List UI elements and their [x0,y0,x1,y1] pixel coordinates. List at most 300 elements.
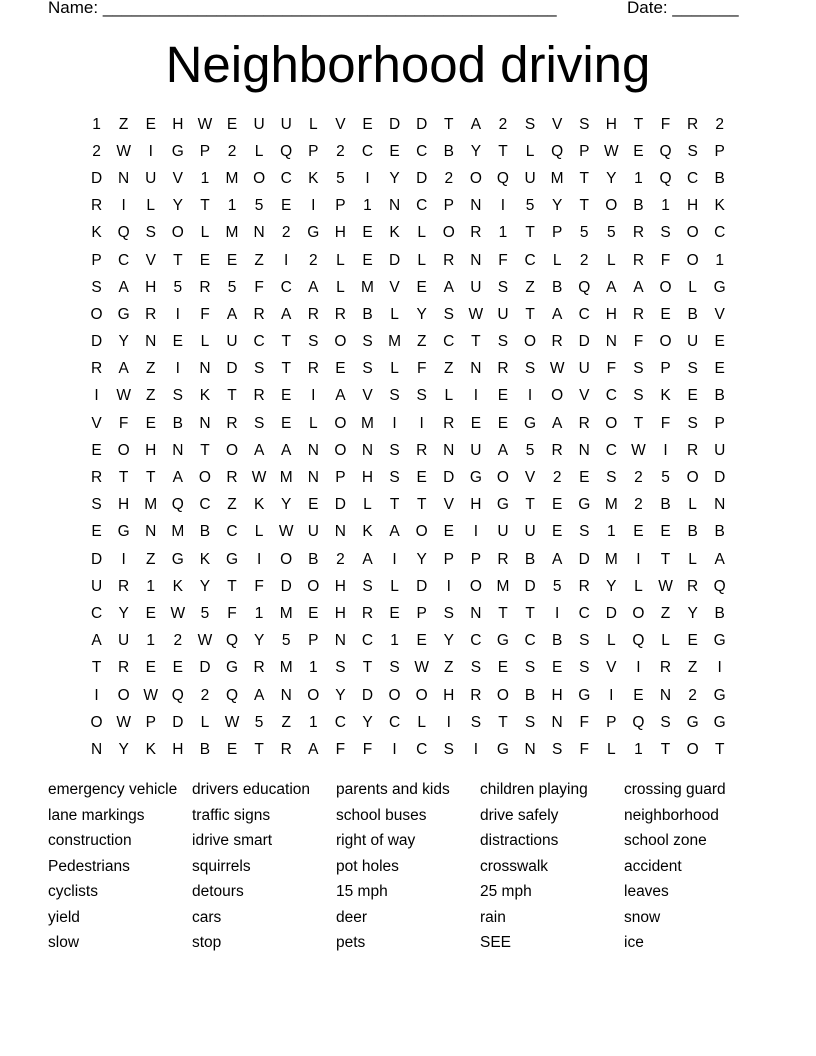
grid-cell[interactable]: 1 [634,740,643,758]
grid-cell[interactable]: A [253,686,265,704]
grid-cell[interactable]: B [687,523,698,541]
grid-cell[interactable]: M [361,414,374,432]
grid-cell[interactable]: R [253,659,265,677]
grid-cell[interactable]: 5 [525,441,535,459]
grid-cell[interactable]: R [470,686,482,704]
grid-cell[interactable]: S [470,713,482,731]
grid-cell[interactable]: S [497,333,509,351]
grid-cell[interactable]: P [470,550,482,568]
grid-cell[interactable]: Z [525,278,535,296]
grid-cell[interactable]: T [146,469,156,487]
grid-cell[interactable]: L [607,632,616,650]
grid-cell[interactable]: T [660,740,671,758]
grid-cell[interactable]: 1 [607,523,616,541]
grid-cell[interactable]: G [578,496,591,514]
grid-cell[interactable]: C [253,333,265,351]
grid-cell[interactable]: I [121,550,126,568]
grid-cell[interactable]: O [253,169,266,187]
grid-cell[interactable]: E [633,686,644,704]
grid-cell[interactable]: I [392,550,397,568]
grid-cell[interactable]: E [199,251,211,269]
grid-cell[interactable]: B [172,414,183,432]
grid-cell[interactable]: 5 [579,224,589,242]
grid-cell[interactable]: U [497,305,509,323]
grid-cell[interactable]: C [280,169,292,187]
grid-cell[interactable]: U [118,632,130,650]
grid-cell[interactable]: G [469,469,482,487]
grid-cell[interactable]: I [392,740,397,758]
grid-cell[interactable]: E [226,740,238,758]
grid-cell[interactable]: R [687,441,699,459]
grid-cell[interactable]: O [225,441,239,459]
grid-cell[interactable]: C [578,305,590,323]
grid-cell[interactable]: S [579,523,590,541]
grid-cell[interactable]: O [388,686,401,704]
grid-cell[interactable]: O [334,441,347,459]
grid-cell[interactable]: N [145,523,157,541]
grid-cell[interactable]: B [660,496,671,514]
grid-cell[interactable]: D [172,713,184,731]
grid-cell[interactable]: W [414,659,429,677]
grid-cell[interactable]: N [199,414,211,432]
grid-cell[interactable]: L [444,387,454,405]
grid-cell[interactable]: 2 [634,496,643,514]
grid-cell[interactable]: E [687,387,698,405]
grid-cell[interactable]: E [660,523,671,541]
grid-cell[interactable]: S [687,142,698,160]
grid-cell[interactable]: R [334,305,346,323]
grid-cell[interactable]: S [91,278,102,296]
grid-cell[interactable]: Y [389,169,400,187]
grid-cell[interactable]: K [308,169,319,187]
grid-cell[interactable]: S [443,740,454,758]
grid-cell[interactable]: N [334,632,346,650]
grid-cell[interactable]: W [251,469,267,487]
grid-cell[interactable]: I [473,740,479,758]
grid-cell[interactable]: C [687,169,699,187]
grid-cell[interactable]: B [362,305,373,323]
grid-cell[interactable]: L [390,360,399,378]
grid-cell[interactable]: E [687,632,698,650]
grid-cell[interactable]: U [578,360,590,378]
grid-cell[interactable]: K [91,224,102,242]
grid-cell[interactable]: L [336,251,345,269]
grid-cell[interactable]: V [606,659,617,677]
grid-cell[interactable]: D [90,333,103,351]
grid-cell[interactable]: F [633,333,644,351]
grid-cell[interactable]: U [714,441,726,459]
grid-cell[interactable]: Q [713,577,726,595]
grid-cell[interactable]: R [307,360,319,378]
grid-cell[interactable]: B [199,523,211,541]
grid-cell[interactable]: O [659,278,672,296]
grid-cell[interactable]: R [632,305,645,323]
grid-cell[interactable]: G [496,632,509,650]
grid-cell[interactable]: S [524,713,536,731]
grid-cell[interactable]: S [524,115,536,133]
grid-cell[interactable]: A [470,115,482,133]
grid-cell[interactable]: C [361,142,374,160]
grid-cell[interactable]: I [365,169,370,187]
grid-cell[interactable]: E [551,523,563,541]
grid-cell[interactable]: Y [253,632,265,650]
grid-cell[interactable]: M [604,550,618,568]
grid-cell[interactable]: N [551,713,563,731]
grid-cell[interactable]: A [551,305,563,323]
grid-cell[interactable]: G [171,142,184,160]
grid-cell[interactable]: G [713,632,726,650]
grid-cell[interactable]: 5 [661,469,670,487]
grid-cell[interactable]: A [226,305,238,323]
grid-cell[interactable]: S [91,496,102,514]
grid-cell[interactable]: L [336,278,345,296]
grid-cell[interactable]: Y [551,197,563,215]
grid-cell[interactable]: T [525,305,535,323]
grid-cell[interactable]: 5 [336,169,345,187]
grid-cell[interactable]: P [579,142,590,160]
grid-cell[interactable]: E [362,115,373,133]
grid-cell[interactable]: I [636,659,641,677]
grid-cell[interactable]: N [361,441,374,459]
grid-cell[interactable]: V [389,278,400,296]
grid-cell[interactable]: U [524,523,536,541]
grid-cell[interactable]: E [714,360,725,378]
grid-cell[interactable]: T [525,604,535,622]
grid-cell[interactable]: N [714,496,726,514]
grid-cell[interactable]: V [714,305,725,323]
grid-cell[interactable]: E [633,142,644,160]
grid-cell[interactable]: B [199,740,211,758]
grid-cell[interactable]: R [199,278,211,296]
grid-cell[interactable]: T [525,496,535,514]
grid-cell[interactable]: M [496,577,510,595]
grid-cell[interactable]: E [145,414,156,432]
grid-cell[interactable]: T [416,496,427,514]
grid-cell[interactable]: F [200,305,210,323]
grid-cell[interactable]: W [197,632,213,650]
grid-cell[interactable]: B [551,278,563,296]
grid-cell[interactable]: S [470,659,482,677]
grid-cell[interactable]: 1 [146,632,156,650]
grid-cell[interactable]: K [714,197,725,215]
grid-cell[interactable]: C [605,387,617,405]
grid-cell[interactable]: S [362,360,373,378]
grid-cell[interactable]: K [389,224,400,242]
grid-cell[interactable]: F [660,115,671,133]
grid-cell[interactable]: H [443,686,455,704]
grid-cell[interactable]: I [94,387,99,405]
grid-cell[interactable]: C [334,713,346,731]
grid-cell[interactable]: 2 [308,251,318,269]
grid-cell[interactable]: N [90,740,103,758]
grid-cell[interactable]: Q [171,686,184,704]
grid-cell[interactable]: 5 [173,278,183,296]
grid-cell[interactable]: I [311,197,316,215]
grid-cell[interactable]: M [604,496,618,514]
grid-cell[interactable]: Q [659,169,672,187]
grid-cell[interactable]: N [443,441,455,459]
grid-cell[interactable]: N [280,686,292,704]
grid-cell[interactable]: G [225,550,239,568]
grid-cell[interactable]: Z [444,360,454,378]
grid-cell[interactable]: Y [118,333,129,351]
grid-cell[interactable]: R [90,360,103,378]
grid-cell[interactable]: E [145,659,156,677]
grid-cell[interactable]: S [660,224,671,242]
grid-cell[interactable]: R [307,305,319,323]
grid-cell[interactable]: S [497,278,509,296]
grid-cell[interactable]: E [497,414,509,432]
grid-cell[interactable]: E [579,469,590,487]
grid-cell[interactable]: F [227,604,237,622]
grid-cell[interactable]: L [417,251,426,269]
grid-cell[interactable]: B [714,387,725,405]
grid-cell[interactable]: A [389,523,400,541]
grid-cell[interactable]: H [687,197,699,215]
grid-cell[interactable]: A [551,550,563,568]
grid-cell[interactable]: E [497,387,509,405]
grid-cell[interactable]: Y [118,604,129,622]
grid-cell[interactable]: M [279,604,293,622]
grid-cell[interactable]: I [636,550,641,568]
grid-cell[interactable]: T [281,333,291,351]
grid-cell[interactable]: Z [227,496,237,514]
grid-cell[interactable]: V [91,414,102,432]
grid-cell[interactable]: I [473,523,479,541]
grid-cell[interactable]: 1 [200,169,210,187]
grid-cell[interactable]: Z [444,659,454,677]
grid-cell[interactable]: Q [632,713,645,731]
grid-cell[interactable]: N [659,686,672,704]
grid-cell[interactable]: O [686,740,699,758]
grid-cell[interactable]: 5 [200,604,210,622]
grid-cell[interactable]: R [659,659,672,677]
grid-cell[interactable]: U [307,523,319,541]
grid-cell[interactable]: B [551,632,563,650]
grid-cell[interactable]: E [389,604,400,622]
grid-cell[interactable]: Y [687,604,698,622]
grid-cell[interactable]: O [90,305,103,323]
grid-cell[interactable]: 2 [227,142,237,160]
grid-cell[interactable]: O [334,333,347,351]
grid-cell[interactable]: P [416,604,427,622]
grid-cell[interactable]: E [308,496,319,514]
grid-cell[interactable]: V [145,251,156,269]
grid-cell[interactable]: U [470,441,482,459]
grid-cell[interactable]: F [118,414,129,432]
grid-cell[interactable]: U [145,169,157,187]
grid-cell[interactable]: A [118,278,129,296]
grid-cell[interactable]: P [443,550,454,568]
grid-cell[interactable]: 2 [336,142,345,160]
grid-cell[interactable]: C [118,251,130,269]
grid-cell[interactable]: G [686,713,699,731]
grid-cell[interactable]: T [444,115,454,133]
grid-cell[interactable]: E [91,523,102,541]
grid-cell[interactable]: U [497,523,509,541]
grid-cell[interactable]: V [579,387,590,405]
grid-cell[interactable]: 1 [661,197,670,215]
grid-cell[interactable]: O [551,387,564,405]
grid-cell[interactable]: S [416,387,427,405]
grid-cell[interactable]: W [278,523,294,541]
grid-cell[interactable]: R [687,115,699,133]
grid-cell[interactable]: Y [416,305,427,323]
grid-cell[interactable]: O [659,333,672,351]
grid-cell[interactable]: L [607,740,616,758]
grid-cell[interactable]: O [496,469,509,487]
grid-cell[interactable]: Q [578,278,591,296]
grid-cell[interactable]: L [308,414,318,432]
grid-cell[interactable]: R [551,333,563,351]
grid-cell[interactable]: Q [659,142,672,160]
grid-cell[interactable]: 2 [634,469,643,487]
grid-cell[interactable]: C [361,632,374,650]
grid-cell[interactable]: B [714,604,725,622]
grid-cell[interactable]: L [200,333,210,351]
grid-cell[interactable]: W [116,387,131,405]
grid-cell[interactable]: L [390,577,399,595]
grid-cell[interactable]: O [171,224,184,242]
grid-cell[interactable]: O [686,251,699,269]
grid-cell[interactable]: Y [335,686,346,704]
grid-cell[interactable]: T [227,387,237,405]
grid-cell[interactable]: R [90,469,103,487]
grid-cell[interactable]: M [144,496,158,514]
grid-cell[interactable]: B [308,550,319,568]
grid-cell[interactable]: L [634,577,643,595]
grid-cell[interactable]: S [633,387,644,405]
grid-cell[interactable]: O [117,441,130,459]
grid-cell[interactable]: R [443,414,455,432]
grid-cell[interactable]: T [633,414,644,432]
grid-cell[interactable]: H [361,469,374,487]
grid-cell[interactable]: E [389,142,400,160]
grid-cell[interactable]: 2 [200,686,210,704]
grid-cell[interactable]: P [199,142,211,160]
grid-cell[interactable]: W [116,713,131,731]
grid-cell[interactable]: H [334,577,346,595]
grid-cell[interactable]: S [579,659,590,677]
grid-cell[interactable]: M [171,523,185,541]
grid-cell[interactable]: D [578,550,590,568]
grid-cell[interactable]: E [91,441,102,459]
grid-cell[interactable]: B [443,142,454,160]
grid-cell[interactable]: L [552,251,562,269]
grid-cell[interactable]: 2 [336,550,345,568]
grid-cell[interactable]: 2 [715,115,725,133]
grid-cell[interactable]: S [362,333,373,351]
grid-cell[interactable]: C [524,251,536,269]
grid-cell[interactable]: O [415,686,428,704]
grid-cell[interactable]: A [172,469,183,487]
grid-cell[interactable]: A [714,550,725,568]
grid-cell[interactable]: R [578,577,590,595]
grid-cell[interactable]: G [307,224,320,242]
grid-cell[interactable]: R [416,441,428,459]
grid-cell[interactable]: T [498,604,508,622]
grid-cell[interactable]: W [197,115,213,133]
grid-cell[interactable]: D [388,251,401,269]
grid-cell[interactable]: U [280,115,292,133]
grid-cell[interactable]: U [470,278,482,296]
grid-cell[interactable]: E [281,197,292,215]
grid-cell[interactable]: T [227,577,237,595]
grid-cell[interactable]: C [470,632,482,650]
grid-cell[interactable]: A [281,441,292,459]
grid-cell[interactable]: K [172,577,183,595]
grid-cell[interactable]: R [687,577,699,595]
grid-cell[interactable]: S [389,469,400,487]
grid-cell[interactable]: A [253,441,265,459]
grid-cell[interactable]: I [284,251,289,269]
grid-cell[interactable]: F [660,251,671,269]
grid-cell[interactable]: S [443,305,454,323]
grid-cell[interactable]: H [334,604,346,622]
grid-cell[interactable]: S [606,469,617,487]
grid-cell[interactable]: L [417,224,426,242]
grid-cell[interactable]: C [199,496,211,514]
grid-cell[interactable]: 5 [254,197,264,215]
grid-cell[interactable]: A [551,414,563,432]
grid-cell[interactable]: P [551,224,563,242]
grid-cell[interactable]: W [170,604,186,622]
grid-cell[interactable]: I [609,686,614,704]
grid-cell[interactable]: D [443,469,455,487]
grid-cell[interactable]: B [524,686,536,704]
grid-cell[interactable]: I [663,441,668,459]
grid-cell[interactable]: D [416,169,428,187]
grid-cell[interactable]: L [200,713,210,731]
grid-cell[interactable]: G [117,305,130,323]
grid-cell[interactable]: Y [362,713,373,731]
grid-cell[interactable]: Z [118,115,129,133]
grid-cell[interactable]: I [446,577,451,595]
grid-cell[interactable]: Q [632,632,645,650]
grid-cell[interactable]: N [470,197,482,215]
grid-cell[interactable]: 1 [146,577,156,595]
date-field[interactable] [627,0,739,20]
grid-cell[interactable]: N [118,169,130,187]
grid-cell[interactable]: G [713,278,726,296]
grid-cell[interactable]: T [173,251,183,269]
grid-cell[interactable]: L [146,197,156,215]
grid-cell[interactable]: Y [118,740,129,758]
grid-cell[interactable]: S [362,577,373,595]
grid-cell[interactable]: D [280,577,292,595]
grid-cell[interactable]: S [389,659,400,677]
grid-cell[interactable]: Q [117,224,130,242]
grid-cell[interactable]: Z [687,659,698,677]
grid-cell[interactable]: E [714,333,725,351]
grid-cell[interactable]: T [254,740,264,758]
grid-cell[interactable]: V [362,387,373,405]
grid-cell[interactable]: D [388,115,401,133]
grid-cell[interactable]: A [91,632,102,650]
grid-cell[interactable]: O [469,577,482,595]
grid-cell[interactable]: S [524,659,536,677]
grid-cell[interactable]: I [500,197,506,215]
grid-cell[interactable]: E [633,523,644,541]
grid-cell[interactable]: R [551,441,563,459]
grid-cell[interactable]: F [498,251,508,269]
grid-cell[interactable]: Z [660,604,671,622]
grid-cell[interactable]: P [335,469,346,487]
grid-cell[interactable]: O [280,550,293,568]
grid-cell[interactable]: C [90,604,103,622]
grid-cell[interactable]: F [362,740,373,758]
grid-cell[interactable]: P [606,713,617,731]
